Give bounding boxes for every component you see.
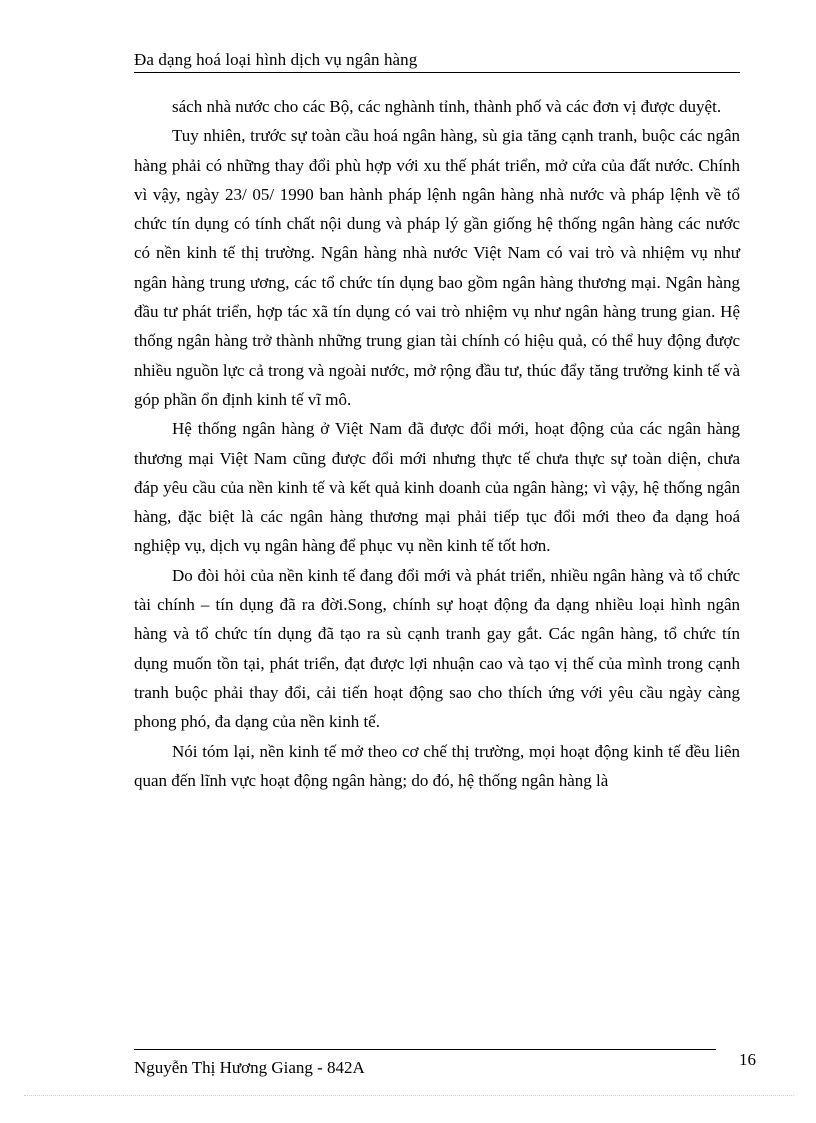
paragraph: Tuy nhiên, trước sự toàn cầu hoá ngân hàng, sù gia tăng cạnh tranh, buộc các ngân hàng phải có những thay đổi phù hợp với xu thế phát triển, mở cửa của đất nước. Chính vì vậy, ngày 23/ 05/ 1990 ban hành pháp lệnh ngân hàng nhà nước và pháp lệnh về tổ chức tín dụng có tính chất nội dung và pháp lý gần giống hệ thống ngân hàng các nước có nền kinh tế thị trường. Ngân hàng nhà nước Việt Nam có vai trò và nhiệm vụ như ngân hàng trung ương, các tổ chức tín dụng bao gồm ngân hàng thương mại. Ngân hàng đầu tư phát triển, hợp tác xã tín dụng có vai trò nhiệm vụ như ngân hàng trung gian. Hệ thống ngân hàng trở thành những trung gian tài chính có hiệu quả, có thể huy động được nhiều nguồn lực cả trong và ngoài nước, mở rộng đầu tư, thúc đẩy tăng trưởng kinh tế và góp phần ổn định kinh tế vĩ mô. (134, 126, 740, 409)
page-number: 16 (739, 1050, 756, 1069)
paragraph: Nói tóm lại, nền kinh tế mở theo cơ chế thị trường, mọi hoạt động kinh tế đều liên quan đến lĩnh vực hoạt động ngân hàng; do đó, hệ thống ngân hàng là (134, 741, 740, 790)
page-header (134, 50, 740, 73)
header-title: Đa dạng hoá loại hình dịch vụ ngân hàng (134, 50, 418, 69)
body-text (134, 92, 740, 795)
paragraph: sách nhà nước cho các Bộ, các nghành tỉnh, thành phố và các đơn vị được duyệt. (172, 97, 722, 116)
page-bottom-edge (24, 1095, 794, 1096)
paragraph: Hệ thống ngân hàng ở Việt Nam đã được đổi mới, hoạt động của các ngân hàng thương mại Việt Nam cũng được đổi mới nhưng thực tế chưa thực sự toàn diện, chưa đáp yêu cầu của nền kinh tế và kết quả kinh doanh của ngân hàng; vì vậy, hệ thống ngân hàng, đặc biệt là các ngân hàng thương mại phải tiếp tục đổi mới theo đa dạng hoá nghiệp vụ, dịch vụ ngân hàng để phục vụ nền kinh tế tốt hơn. (134, 419, 740, 556)
paragraph: Do đòi hỏi của nền kinh tế đang đổi mới và phát triển, nhiều ngân hàng và tổ chức tài chính – tín dụng đã ra đời.Song, chính sự hoạt động đa dạng nhiều loại hình ngân hàng và tổ chức tín dụng đã tạo ra sù cạnh tranh gay gắt. Các ngân hàng, tổ chức tín dụng muốn tồn tại, phát triển, đạt được lợi nhuận cao và tạo vị thế của mình trong cạnh tranh buộc phải thay đổi, cải tiến hoạt động sao cho thích ứng với yêu cầu ngày càng phong phó, đa dạng của nền kinh tế. (134, 565, 740, 732)
footer-author: Nguyễn Thị Hương Giang - 842A (134, 1058, 365, 1077)
page-footer (134, 1045, 764, 1085)
footer-divider (134, 1049, 716, 1050)
